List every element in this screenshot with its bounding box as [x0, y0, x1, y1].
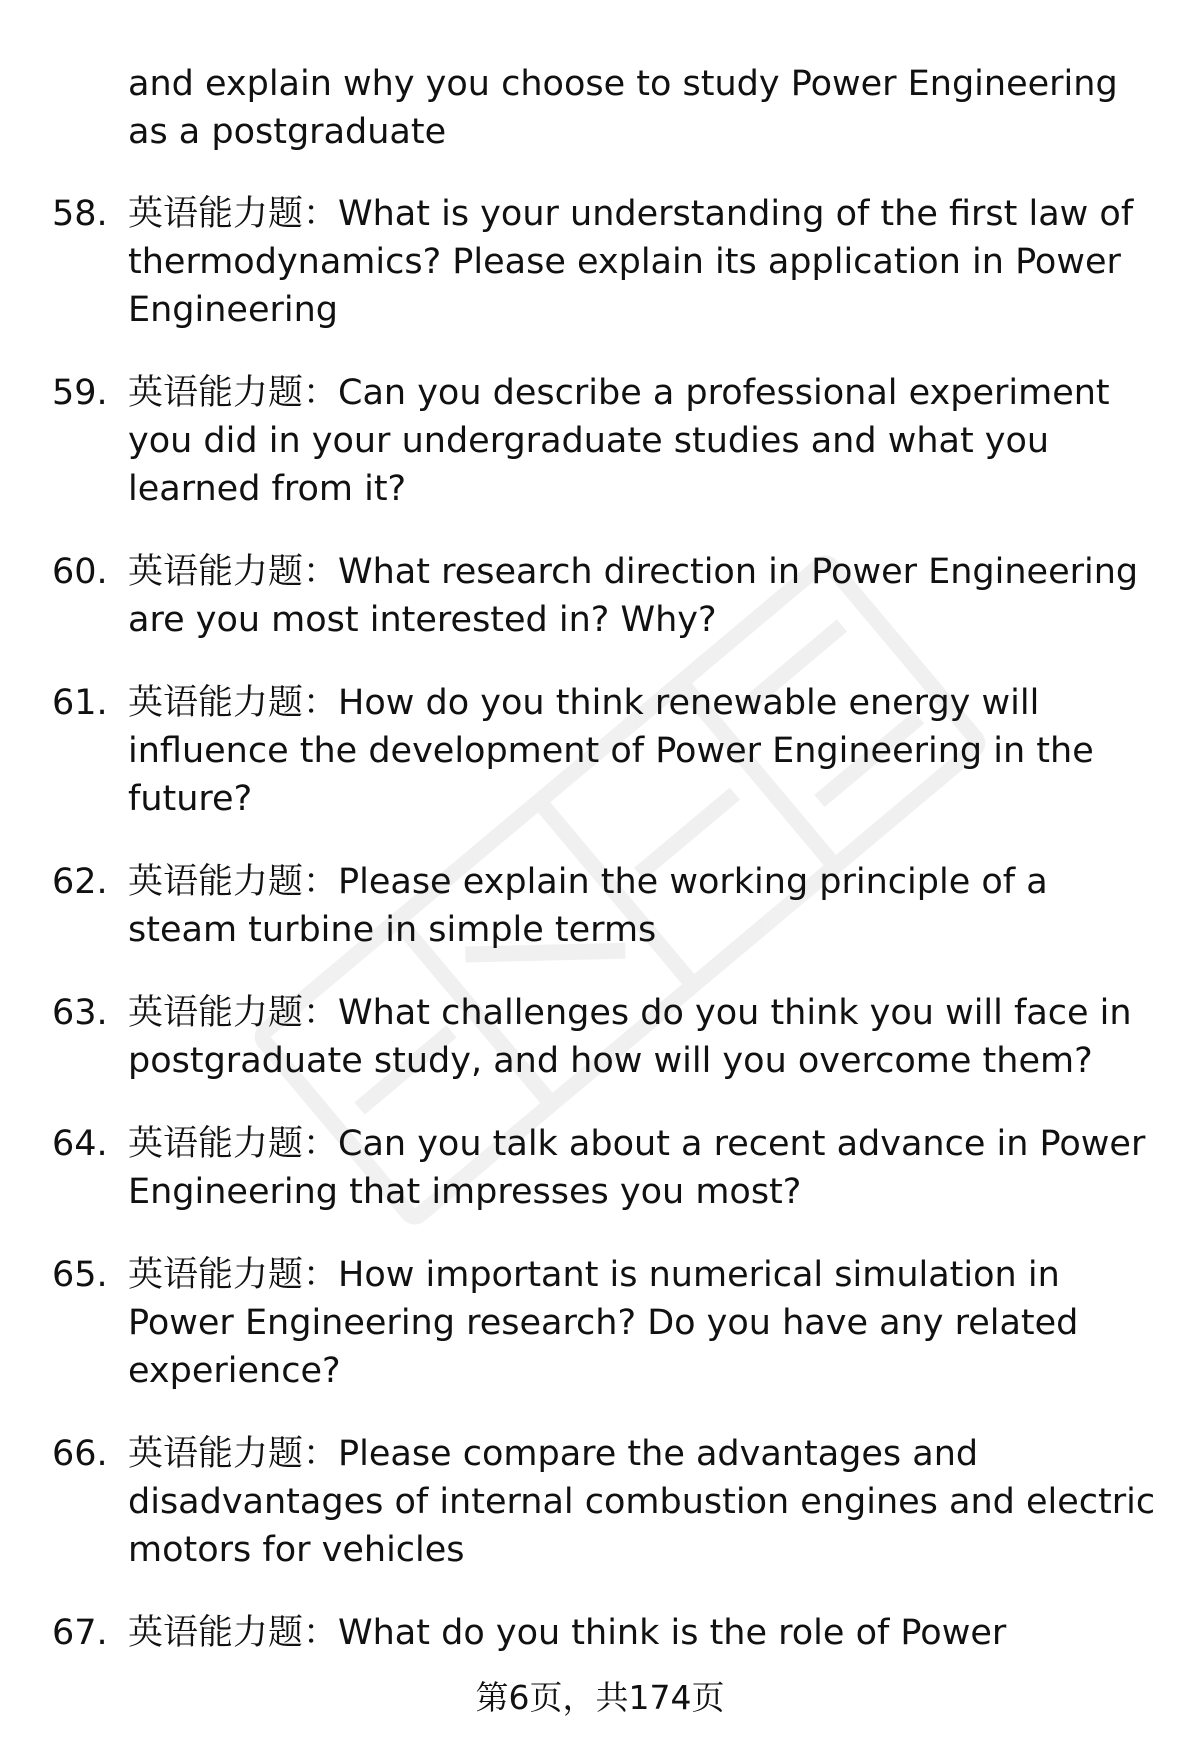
question-text: What do you think is the role of Power	[338, 1613, 1007, 1653]
question-item	[0, 679, 1200, 823]
question-category: 英语能力题：	[128, 552, 339, 592]
question-item	[0, 548, 1200, 644]
question-item	[0, 1609, 1200, 1657]
question-text: How do you think renewable energy will influence the development of Power Engineering in the future?	[128, 683, 1094, 819]
question-text: What research direction in Power Engineering are you most interested in? Why?	[128, 552, 1139, 640]
question-number: 67.	[52, 1613, 108, 1653]
question-category: 英语能力题：	[128, 993, 339, 1033]
question-text: How important is numerical simulation in Power Engineering research? Do you have any related experience?	[128, 1255, 1079, 1391]
question-item	[0, 1120, 1200, 1216]
question-category: 英语能力题：	[128, 194, 339, 234]
question-number: 64.	[52, 1124, 108, 1164]
question-text: What is your understanding of the first law of thermodynamics? Please explain its application in Power Engineering	[128, 194, 1134, 330]
question-category: 英语能力题：	[128, 862, 339, 902]
question-text: Can you talk about a recent advance in Power Engineering that impresses you most?	[128, 1124, 1146, 1212]
question-number: 60.	[52, 552, 108, 592]
question-number: 65.	[52, 1255, 108, 1295]
question-text: Please explain the working principle of a steam turbine in simple terms	[128, 862, 1048, 950]
question-text: What challenges do you think you will face in postgraduate study, and how will you overcome them?	[128, 993, 1132, 1081]
question-item	[0, 858, 1200, 954]
question-text: Please compare the advantages and disadvantages of internal combustion engines and electric motors for vehicles	[128, 1434, 1156, 1570]
page-footer: 第6页，共174页	[475, 1678, 725, 1717]
question-item	[0, 989, 1200, 1085]
question-number: 58.	[52, 194, 108, 234]
question-category: 英语能力题：	[128, 1124, 339, 1164]
question-text: Can you describe a professional experiment you did in your undergraduate studies and what you learned from it?	[128, 373, 1110, 509]
question-item	[0, 369, 1200, 513]
question-item	[0, 1251, 1200, 1395]
question-number: 62.	[52, 862, 108, 902]
continuation-text: and explain why you choose to study Power Engineering as a postgraduate	[128, 64, 1118, 152]
question-list	[0, 190, 1200, 1692]
question-number: 63.	[52, 993, 108, 1033]
question-number: 66.	[52, 1434, 108, 1474]
question-category: 英语能力题：	[128, 1255, 339, 1295]
question-number: 61.	[52, 683, 108, 723]
question-item	[0, 190, 1200, 334]
question-number: 59.	[52, 373, 108, 413]
question-category: 英语能力题：	[128, 1613, 339, 1653]
question-category: 英语能力题：	[128, 1434, 339, 1474]
question-item	[0, 1430, 1200, 1574]
question-category: 英语能力题：	[128, 373, 339, 413]
question-category: 英语能力题：	[128, 683, 339, 723]
